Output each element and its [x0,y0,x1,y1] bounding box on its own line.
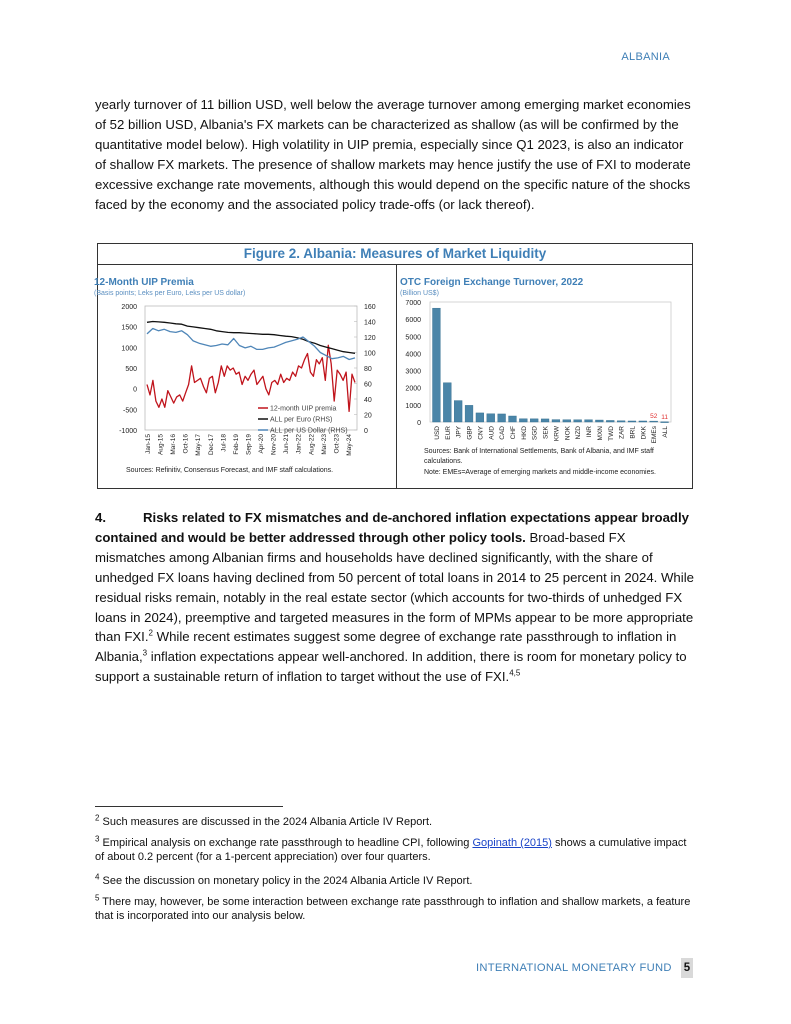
x-tick-label: NZD [575,426,583,440]
x-tick-label: EUR [444,426,452,440]
footer-organization: INTERNATIONAL MONETARY FUND [476,962,672,974]
fx-turnover-panel [396,265,692,488]
bar-eur [443,383,451,422]
y-right-tick-label: 100 [364,350,376,358]
fx-chart-sources: Sources: Bank of International Settlements, Bank of Albania, and IMF staff calculations. [424,448,654,465]
bar-gbp [465,405,473,422]
x-tick-label: INR [586,426,594,438]
paragraph-text: Broad-based FX mismatches among Albanian firms and households have declined significantly, with the share of unhedged FX loans having declined from 50 percent of total loans in 2014 to 25 percent in 2024. While residual risks remain, notably in the real estate sector (which accounts for two-thirds of unhedged FX loans in 2024), preemptive and targeted measures in the form of MPMs appear to be more appropriate than FXI. [95,529,694,645]
x-tick-label: Jul-18 [220,434,228,452]
x-tick-label: Sep-19 [245,434,253,455]
gopinath-link[interactable]: Gopinath (2015) [472,837,552,849]
bar-krw [552,420,560,422]
bar-cad [498,414,506,422]
y-right-tick-label: 120 [364,335,376,342]
x-tick-label: ZAR [618,426,626,439]
x-tick-label: EMEs [651,426,659,444]
bar-inr [585,420,593,422]
x-tick-label: Aug-22 [308,434,316,455]
x-tick-label: Nov-20 [270,434,278,455]
x-tick-label: Oct-16 [182,434,190,454]
uip-line-chart [98,265,396,490]
x-tick-label: AUD [488,426,496,440]
x-tick-label: May-17 [195,434,203,456]
y-tick-label: 3000 [405,368,421,376]
y-right-tick-label: 80 [364,366,372,373]
bar-dkk [639,421,647,422]
y-left-tick-label: 2000 [121,304,137,311]
paragraph-text: inflation expectations appear well-anchored. In addition, there is room for monetary policy to support a sustainable return of inflation to target without the use of FXI. [95,649,687,685]
paragraph-4 [95,508,697,687]
bar-aud [487,414,495,422]
y-left-tick-label: 1500 [121,324,137,332]
x-tick-label: Jun-21 [283,434,291,454]
x-tick-label: Mar-23 [320,434,328,455]
footnote-4 [95,874,695,888]
uip-chart-subtitle: (Basis points; Leks per Euro, Leks per US dollar) [94,290,246,297]
y-left-tick-label: 1000 [121,345,137,353]
data-label-all: 11 [661,413,668,421]
uip-chart-source: Sources: Refinitiv, Consensus Forecast, and IMF staff calculations. [126,467,334,474]
legend-label: 12-month UIP premia [270,405,337,413]
bar-all [661,422,669,423]
legend-label: ALL per US Dollar (RHS) [270,427,348,435]
running-header-country: ALBANIA [621,51,670,63]
uip-premia-panel [94,265,397,488]
footnote-text: Such measures are discussed in the 2024 Albania Article IV Report. [99,816,433,828]
x-tick-label: BRL [629,426,637,439]
x-tick-label: HKD [520,426,528,440]
footnote-ref[interactable]: 3 [142,648,148,658]
y-tick-label: 6000 [405,317,421,325]
x-tick-label: JPY [455,426,463,438]
paragraph-continued: yearly turnover of 11 billion USD, well below the average turnover among emerging market economies of 52 billion USD, Albania's FX markets can be characterized as shallow (as will be confirmed by the quantitative model below). High volatility in UIP premia, especially since Q1 2023, is also an indicator of shallow FX markets. The presence of shallow markets may hence justify the use of FXI to moderate excessive exchange rate movements, although this would depend on the specific nature of the shocks faced by the economy and the associated policy trade-offs (or lack thereof). [95,97,691,212]
bar-jpy [454,401,462,422]
footnote-ref[interactable]: 4,5 [509,668,521,678]
series-line-1 [147,322,355,354]
bar-sgd [530,419,538,422]
x-tick-label: Dec-17 [207,434,215,455]
x-tick-label: KRW [553,426,561,442]
y-right-tick-label: 160 [364,304,376,311]
y-tick-label: 2000 [405,385,421,393]
bar-mxn [595,420,603,422]
x-tick-label: Mar-16 [170,434,178,455]
y-left-tick-label: 0 [133,386,137,394]
x-tick-label: Jan-22 [295,434,303,454]
y-left-tick-label: 500 [125,366,137,373]
bar-cny [476,413,484,422]
footnote-5 [95,895,695,923]
y-tick-label: 0 [417,420,421,427]
y-left-tick-label: -1000 [119,428,137,435]
series-line-0 [147,345,355,411]
y-right-tick-label: 140 [364,319,376,327]
footnote-number: 4 [95,872,100,882]
x-tick-label: SEK [542,426,550,440]
x-tick-label: Aug-15 [157,434,165,455]
uip-chart-title: 12-Month UIP Premia [94,277,194,288]
x-tick-label: ALL [662,426,670,438]
x-tick-label: May-24 [345,434,353,456]
y-tick-label: 1000 [405,402,421,410]
paragraph-text: While recent estimates suggest some degree of exchange rate passthrough to inflation in Albania, [95,629,677,665]
y-right-tick-label: 40 [364,397,372,404]
fx-chart-note: Note: EMEs=Average of emerging markets and middle-income economies. [424,469,656,476]
y-right-tick-label: 20 [364,412,372,420]
footnote-number: 2 [95,813,100,823]
footnote-2 [95,815,695,829]
bar-nzd [574,420,582,422]
footnote-ref[interactable]: 2 [148,629,153,639]
bar-twd [606,420,614,422]
x-tick-label: TWD [607,426,615,441]
footnote-number: 3 [95,834,100,844]
figure-2 [94,243,693,489]
x-tick-label: Feb-19 [232,434,240,455]
paragraph-number: 4. [95,510,106,525]
y-right-tick-label: 0 [364,428,368,435]
y-tick-label: 4000 [405,351,421,359]
bar-chf [509,416,517,422]
bar-emes [650,421,658,422]
x-tick-label: USD [433,426,441,440]
footnote-text: Empirical analysis on exchange rate passthrough to headline CPI, following [99,837,473,849]
x-tick-label: Apr-20 [258,434,266,454]
page-number: 5 [681,958,693,978]
bar-sek [541,419,549,422]
footnote-number: 5 [95,893,100,903]
fx-chart-subtitle: (Billion US$) [400,290,439,297]
footnote-text: There may, however, be some interaction between exchange rate passthrough to inflation and shallow markets, a feature that is incorporated into our analysis below. [95,896,691,922]
x-tick-label: DKK [640,426,648,440]
y-tick-label: 5000 [405,334,421,342]
paragraph-lead: Risks related to FX mismatches and de-anchored inflation expectations appear broadly contained and would be better addressed through other policy tools. [95,510,689,545]
fx-chart-title: OTC Foreign Exchange Turnover, 2022 [400,277,584,288]
legend-label: ALL per Euro (RHS) [270,416,333,424]
x-tick-label: CNY [477,426,485,440]
x-tick-label: MXN [596,426,604,441]
x-tick-label: Jan-15 [145,434,152,454]
footnote-text: See the discussion on monetary policy in the 2024 Albania Article IV Report. [99,875,473,887]
plot-area [430,302,671,422]
bar-usd [433,308,441,422]
y-right-tick-label: 60 [364,381,372,389]
bar-nok [563,420,571,422]
x-tick-label: SGD [531,426,539,441]
y-tick-label: 7000 [405,300,421,307]
x-tick-label: CHF [509,426,517,440]
bar-zar [617,421,625,422]
data-label-emes: 52 [650,413,658,421]
x-tick-label: Oct-23 [333,434,341,454]
footnote-divider [95,806,283,807]
x-tick-label: GBP [466,426,474,440]
footnote-3 [95,836,695,864]
x-tick-label: NOK [564,426,572,441]
y-left-tick-label: -500 [122,407,137,415]
bar-hkd [519,419,527,422]
x-tick-label: CAD [499,426,507,440]
footnote-text: shows a cumulative impact of about 0.2 percent (for a 1-percent appreciation) over four quarters. [95,837,687,863]
figure-title: Figure 2. Albania: Measures of Market Liquidity [98,244,692,265]
bar-brl [628,421,636,422]
